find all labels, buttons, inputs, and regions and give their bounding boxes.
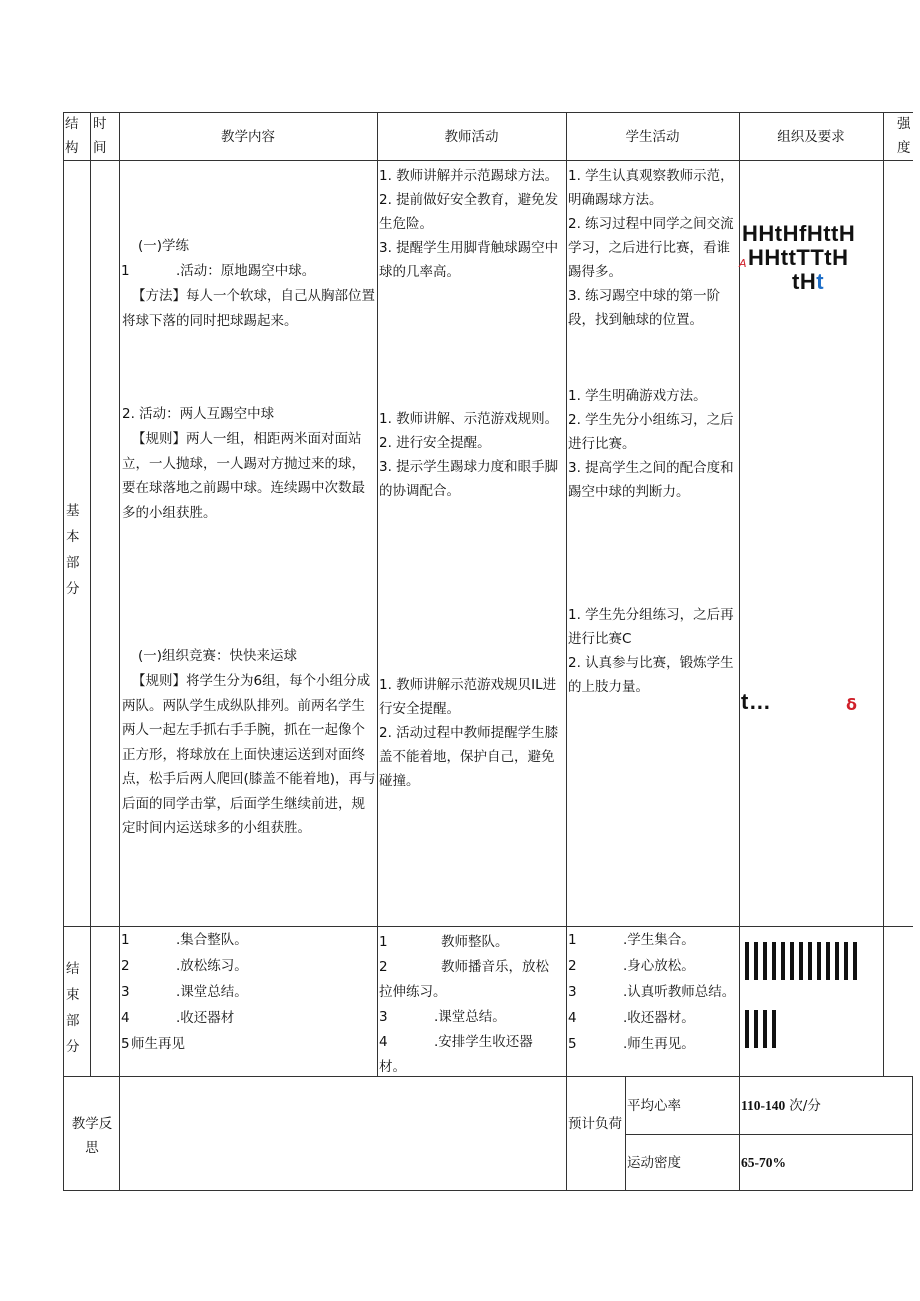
list-item <box>379 1055 566 1080</box>
list-item <box>121 1006 376 1032</box>
table-border-right <box>912 1076 913 1190</box>
student-bar <box>772 942 776 980</box>
list-item: 1. 教师讲解并示范踢球方法。 <box>379 168 559 184</box>
list-item: 2. 进行安全提醒。 <box>379 435 491 451</box>
item-num: 5 <box>121 1036 130 1052</box>
student-bar <box>781 942 785 980</box>
student-bar <box>817 942 821 980</box>
header-organization: 组织及要求 <box>777 129 845 145</box>
student-bar <box>799 942 803 980</box>
list-item <box>568 1006 739 1032</box>
part1-student-list <box>568 164 739 332</box>
item-text: .放松练习。 <box>176 958 248 974</box>
item-num: 3 <box>121 984 130 1000</box>
part3-student-list <box>568 603 739 699</box>
item-num: 1 <box>568 932 577 948</box>
item-text: 材。 <box>379 1059 406 1075</box>
col-line-time <box>119 112 120 1190</box>
col-line-org <box>883 112 884 1076</box>
student-bar <box>826 942 830 980</box>
relay-formation-text: t… <box>741 689 772 714</box>
list-item: 1. 学生明确游戏方法。 <box>568 388 707 404</box>
student-bar <box>745 1010 749 1048</box>
formation-line-1: HHtHfHttH <box>742 221 856 246</box>
item-num: 4 <box>379 1034 388 1050</box>
item-num: 4 <box>121 1010 130 1026</box>
part2-student-list <box>568 384 739 504</box>
formation-marker: A <box>739 257 747 270</box>
item-text: .身心放松。 <box>623 958 695 974</box>
header-intensity: 强度 <box>897 116 911 156</box>
expected-load-label: 预计负荷 <box>568 1116 622 1132</box>
header-student: 学生活动 <box>625 129 680 145</box>
item-text: 拉伸练习。 <box>379 984 447 1000</box>
item-text: .安排学生收还器 <box>434 1034 533 1050</box>
list-item: 1. 学生认真观察教师示范，明确踢球方法。 <box>568 168 734 208</box>
part2-teacher-list <box>379 407 565 503</box>
header-bottom-line <box>63 160 913 161</box>
header-content: 教学内容 <box>221 129 275 145</box>
list-item: 3. 提醒学生用脚背触球踢空中球的几率高。 <box>379 240 559 280</box>
col-line-content <box>377 112 378 1076</box>
end-teacher-list <box>379 930 566 1080</box>
list-item <box>379 955 566 980</box>
part3-teacher-list <box>379 673 565 793</box>
table-border-top <box>63 112 913 113</box>
student-bar <box>754 942 758 980</box>
col-line-teacher <box>566 112 567 1190</box>
student-bar <box>745 942 749 980</box>
item-num: 2 <box>379 959 388 975</box>
item-text: .集合整队。 <box>176 932 248 948</box>
list-item <box>568 980 739 1006</box>
table-border-bottom <box>63 1190 913 1191</box>
part1-title: (一)学练 <box>138 238 190 254</box>
list-item: 2. 活动过程中教师提醒学生膝盖不能着地，保护自己，避免碰撞。 <box>379 725 559 789</box>
end-student-list <box>568 928 739 1058</box>
heart-rate-number: 110-140 <box>741 1098 786 1113</box>
item-text: 师生再见 <box>131 1036 185 1052</box>
list-item: 1. 学生先分组练习，之后再进行比赛C <box>568 607 734 647</box>
line-formation-row-1 <box>745 942 857 980</box>
item-text: .认真听教师总结。 <box>623 984 736 1000</box>
list-item <box>379 1030 566 1055</box>
basic-section-bottom-line <box>63 926 913 927</box>
header-time: 时间 <box>93 116 107 156</box>
relay-formation-symbol: δ <box>846 695 857 714</box>
end-content-list <box>121 928 376 1058</box>
formation-line-3b: t <box>816 269 825 294</box>
header-structure: 结构 <box>65 116 79 156</box>
list-item <box>568 928 739 954</box>
col-line-structure <box>90 112 91 1076</box>
part2-activity: 2. 活动：两人互踢空中球 <box>122 406 275 422</box>
student-bar <box>808 942 812 980</box>
list-item <box>568 954 739 980</box>
item-text: .课堂总结。 <box>176 984 248 1000</box>
item-num: 2 <box>121 958 130 974</box>
list-item: 2. 学生先分小组练习，之后进行比赛。 <box>568 412 734 452</box>
part3-title: (一)组织竞赛：快快来运球 <box>138 648 298 664</box>
list-item <box>121 1032 376 1058</box>
table-border-left <box>63 112 64 1190</box>
end-section-label: 结束部分 <box>66 961 80 1055</box>
student-bar <box>763 942 767 980</box>
formation-line-3a: tH <box>792 269 817 294</box>
heart-rate-unit: 次/分 <box>789 1098 821 1114</box>
part1-activity-num: 1 <box>121 263 130 279</box>
student-bar <box>844 942 848 980</box>
item-text: .课堂总结。 <box>434 1009 506 1025</box>
list-item <box>379 930 566 955</box>
list-item <box>121 954 376 980</box>
item-text: 教师整队。 <box>441 934 509 950</box>
basic-section-label: 基本部分 <box>66 503 80 597</box>
item-num: 4 <box>568 1010 577 1026</box>
list-item: 3. 练习踢空中球的第一阶段，找到触球的位置。 <box>568 288 721 328</box>
list-item: 3. 提示学生踢球力度和眼手脚的协调配合。 <box>379 459 559 499</box>
item-text: .收还器材 <box>176 1010 235 1026</box>
student-bar <box>835 942 839 980</box>
list-item: 1. 教师讲解示范游戏规贝IL进行安全提醒。 <box>379 677 557 717</box>
part1-method: 【方法】每人一个软球，自己从胸部位置将球下落的同时把球踢起来。 <box>122 288 375 329</box>
item-num: 2 <box>568 958 577 974</box>
list-item <box>568 1032 739 1058</box>
item-text: .收还器材。 <box>623 1010 695 1026</box>
item-text: .学生集合。 <box>623 932 695 948</box>
item-num: 1 <box>379 934 388 950</box>
student-bar <box>853 942 857 980</box>
part2-rule: 【规则】两人一组，相距两米面对面站立，一人抛球，一人踢对方抛过来的球，要在球落地之前踢中球。连续踢中次数最多的小组获胜。 <box>122 431 365 521</box>
item-num: 1 <box>121 932 130 948</box>
item-num: 3 <box>379 1009 388 1025</box>
part3-rule: 【规则】将学生分为6组，每个小组分成两队。两队学生成纵队排列。前两名学生两人一起左手抓右手手腕，抓在一起像个正方形，将球放在上面快速运送到对面终点，松手后两人爬回(膝盖不能着地)，再与后面的同学击掌，后面学生继续前进，规定时间内运送球多的小组获胜。 <box>122 673 376 836</box>
formation-line-2: HHttTTtH <box>748 245 849 270</box>
item-text: .师生再见。 <box>623 1036 695 1052</box>
footer-mid-line <box>625 1134 913 1135</box>
item-num: 5 <box>568 1036 577 1052</box>
list-item: 2. 认真参与比赛，锻炼学生的上肢力量。 <box>568 655 734 695</box>
student-bar <box>763 1010 767 1048</box>
list-item: 3. 提高学生之间的配合度和踢空中球的判断力。 <box>568 460 734 500</box>
list-item <box>121 928 376 954</box>
heart-rate-value <box>741 1094 821 1118</box>
student-bar <box>772 1010 776 1048</box>
density-value: 65-70% <box>741 1155 786 1170</box>
list-item <box>121 980 376 1006</box>
header-teacher: 教师活动 <box>444 129 499 145</box>
col-line-load <box>625 1076 626 1190</box>
list-item: 1. 教师讲解、示范游戏规则。 <box>379 411 559 427</box>
item-text: 教师播音乐，放松 <box>441 959 549 975</box>
list-item: 2. 提前做好安全教育，避免发生危险。 <box>379 192 559 232</box>
part1-teacher-list <box>379 164 565 284</box>
density-label: 运动密度 <box>627 1155 681 1171</box>
line-formation-row-2 <box>745 1010 776 1048</box>
formation-line-3 <box>792 270 824 294</box>
list-item <box>379 1005 566 1030</box>
teaching-reflection-label: 教学反思 <box>71 1116 113 1156</box>
list-item <box>379 980 566 1005</box>
item-num: 3 <box>568 984 577 1000</box>
heart-rate-label: 平均心率 <box>627 1098 681 1114</box>
student-bar <box>754 1010 758 1048</box>
part1-activity: .活动：原地踢空中球。 <box>176 263 316 279</box>
list-item: 2. 练习过程中同学之间交流学习，之后进行比赛，看谁踢得多。 <box>568 216 734 280</box>
student-bar <box>790 942 794 980</box>
